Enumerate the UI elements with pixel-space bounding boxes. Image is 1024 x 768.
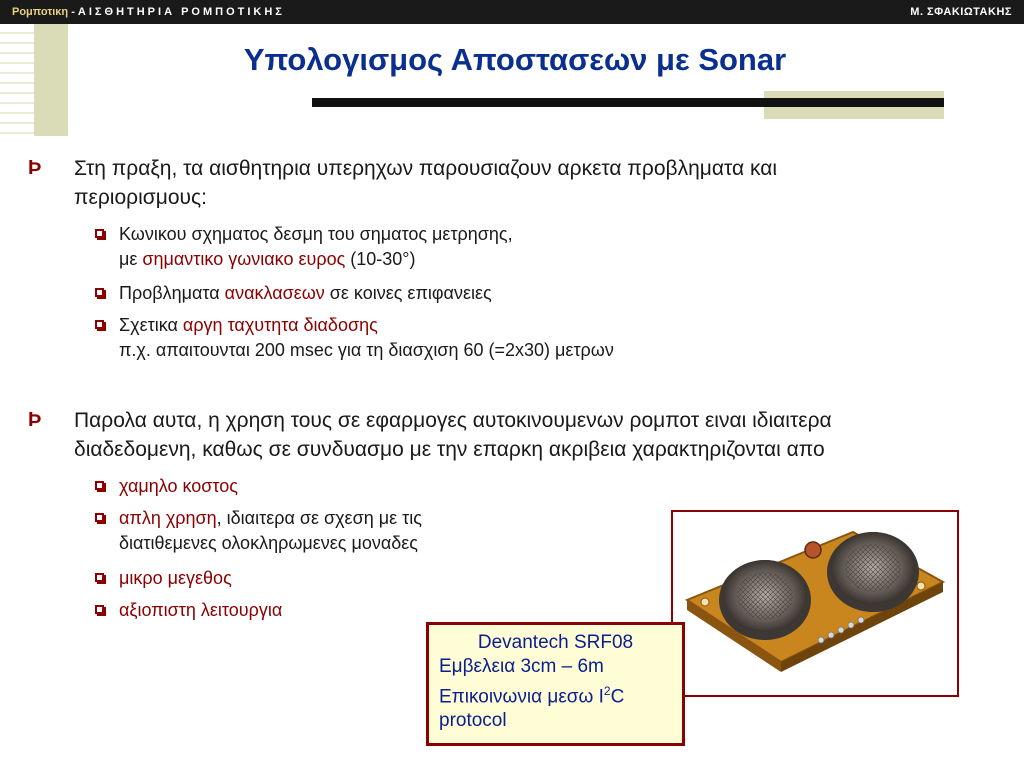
bullet-2-line2: διαδεδομενη, καθως σε συνδυασμο με την επαρκη ακριβεια χαρακτηριζονται απο xyxy=(74,438,825,461)
sub-1-3-line2: π.χ. απαιτουνται 200 msec για τη διασχιση 60 (=2x30) μετρων xyxy=(119,340,614,360)
header-separator: - xyxy=(68,6,78,18)
sub-1-1-line2 xyxy=(119,247,819,272)
bullet-2 xyxy=(28,406,1014,464)
sub-2-4 xyxy=(119,598,619,623)
sub-1-2-suffix: σε κοινες επιφανειες xyxy=(324,283,492,303)
sub-1-1-prefix: με xyxy=(119,249,143,269)
subject-name: ΑΙΣΘΗΤΗΡΙΑ ΡΟΜΠΟΤΙΚΗΣ xyxy=(77,6,285,18)
caption-model: Devantech SRF08 xyxy=(477,632,634,653)
left-transducer-mesh xyxy=(737,572,793,620)
sub-bullet-marker xyxy=(95,513,104,522)
sub-2-2-highlight: απλη χρηση xyxy=(119,508,217,528)
sub-1-3 xyxy=(119,313,819,363)
caption-communication xyxy=(439,679,672,709)
light-sensor xyxy=(805,542,821,558)
sub-1-1-suffix: (10-30°) xyxy=(345,249,416,269)
bullet-2-line1: Παρολα αυτα, η χρηση τους σε εφαρμογες αυτοκινουμενων ρομποτ ειναι ιδιαιτερα xyxy=(74,409,832,432)
sub-1-2-line1 xyxy=(119,281,819,306)
mounting-hole xyxy=(917,582,925,590)
sub-1-3-line1 xyxy=(119,313,819,338)
caption-range: Εμβελεια 3cm – 6m xyxy=(439,656,604,677)
sonar-photo-frame xyxy=(671,510,959,697)
sub-bullet-marker xyxy=(95,481,104,490)
bullet-1 xyxy=(28,154,974,212)
author-name: Μ. ΣΦΑΚΙΩΤΑΚΗΣ xyxy=(910,6,1012,18)
bullet-1-line1: Στη πραξη, τα αισθητηρια υπερηχων παρουσιαζουν αρκετα προβληματα και xyxy=(74,157,778,180)
slide-title: Υπολογισμος Αποστασεων με Sonar xyxy=(243,42,787,77)
caption-comm-suffix: C xyxy=(610,686,625,708)
sub-2-2 xyxy=(119,506,619,556)
caption-protocol: protocol xyxy=(439,710,507,732)
bullet-marker: Þ xyxy=(28,157,42,179)
sub-2-4-highlight: αξιοπιστη λειτουργια xyxy=(119,600,283,620)
sub-2-3-highlight: μικρο μεγεθος xyxy=(119,568,232,588)
sensor-caption xyxy=(426,622,685,746)
sub-bullet-marker xyxy=(95,573,104,582)
mounting-hole xyxy=(701,598,709,606)
sub-1-2 xyxy=(119,281,819,306)
sub-1-2-highlight: ανακλασεων xyxy=(224,283,325,303)
sub-1-1 xyxy=(119,222,819,272)
sub-2-3 xyxy=(119,566,619,591)
bullet-1-line2: περιορισμους: xyxy=(74,186,207,209)
course-name: Ρομποτικη xyxy=(12,6,69,18)
sub-1-3-highlight: αργη ταχυτητα διαδοσης xyxy=(182,315,378,335)
sub-1-1-highlight: σημαντικο γωνιακο ευρος xyxy=(142,249,346,269)
sub-bullet-marker xyxy=(95,605,104,614)
sub-2-2-suffix: , ιδιαιτερα σε σχεση με τις xyxy=(216,508,422,528)
sonar-sensor-image xyxy=(673,512,957,695)
sub-2-2-line2: διατιθεμενες ολοκληρωμενες μοναδες xyxy=(119,533,418,553)
sub-1-1-line1: Κωνικου σχηματος δεσμη του σηματος μετρησης, xyxy=(119,224,513,244)
sub-2-1 xyxy=(119,474,619,499)
sub-1-2-prefix: Προβληματα xyxy=(119,283,225,303)
right-transducer-mesh xyxy=(845,544,901,592)
sub-2-2-line1 xyxy=(119,506,619,531)
caption-comm-sup: 2 xyxy=(603,684,611,698)
sub-1-3-prefix: Σχετικα xyxy=(119,315,183,335)
sub-bullet-marker xyxy=(95,320,104,329)
caption-comm-prefix: Επικοινωνια μεσω I xyxy=(439,686,604,708)
sub-2-1-highlight: χαμηλο κοστος xyxy=(119,476,238,496)
sub-bullet-marker xyxy=(95,229,104,238)
sub-bullet-marker xyxy=(95,288,104,297)
bullet-marker: Þ xyxy=(28,409,42,431)
